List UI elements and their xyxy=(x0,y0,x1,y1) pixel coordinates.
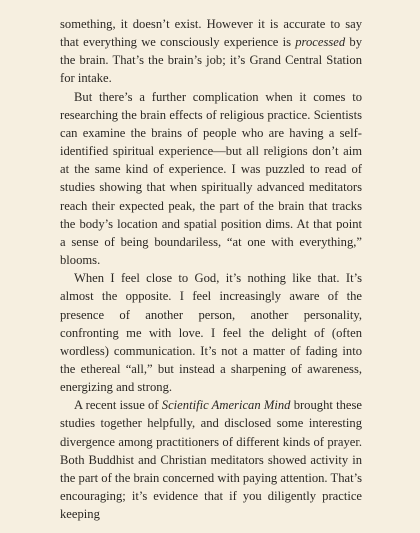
paragraph-1-italic-processed: processed xyxy=(295,35,346,50)
paragraph-1-text-b: by the brain. That’s the brain’s job; it’s Grand Central Station for intake. xyxy=(60,35,362,86)
paragraph-4-italic-title: Scientific American Mind xyxy=(161,398,291,413)
paragraph-2-text: But there’s a further complication when it comes to researching the brain effects of religious practice. Scientists can examine the brains of people who are having a self-identified spiritual experience—but all religions don’t aim at the same kind of experience. I was puzzled to read of studies showing that when spiritually advanced meditators reach their expected peak, the part of the brain that tracks the body’s location and spatial position dims. At that point a sense of being boundariless, “at one with everything,” blooms. xyxy=(60,89,362,268)
paragraph-1 xyxy=(60,15,362,88)
paragraph-1-text-a: something, it doesn’t exist. However it is accurate to say that everything we consciously experience is xyxy=(60,17,362,50)
paragraph-2 xyxy=(60,88,362,270)
paragraph-3-text: When I feel close to God, it’s nothing like that. It’s almost the opposite. I feel increasingly aware of the presence of another person, another personality, confronting me with love. I feel the delight of (often wordless) communication. It’s not a matter of fading into the ethereal “all,” but instead a sharpening of awareness, energizing and strong. xyxy=(60,271,362,395)
paragraph-4 xyxy=(60,396,362,523)
paragraph-4-text-a: A recent issue of xyxy=(74,398,162,413)
book-page-text xyxy=(60,15,362,523)
paragraph-3 xyxy=(60,269,362,396)
paragraph-4-text-b: brought these studies together helpfully, and disclosed some interesting divergence among practitioners of different kinds of prayer. Both Buddhist and Christian meditators showed activity in the part of the brain concerned with paying attention. That’s encouraging; it’s evidence that if you diligently practice keeping xyxy=(60,398,362,522)
